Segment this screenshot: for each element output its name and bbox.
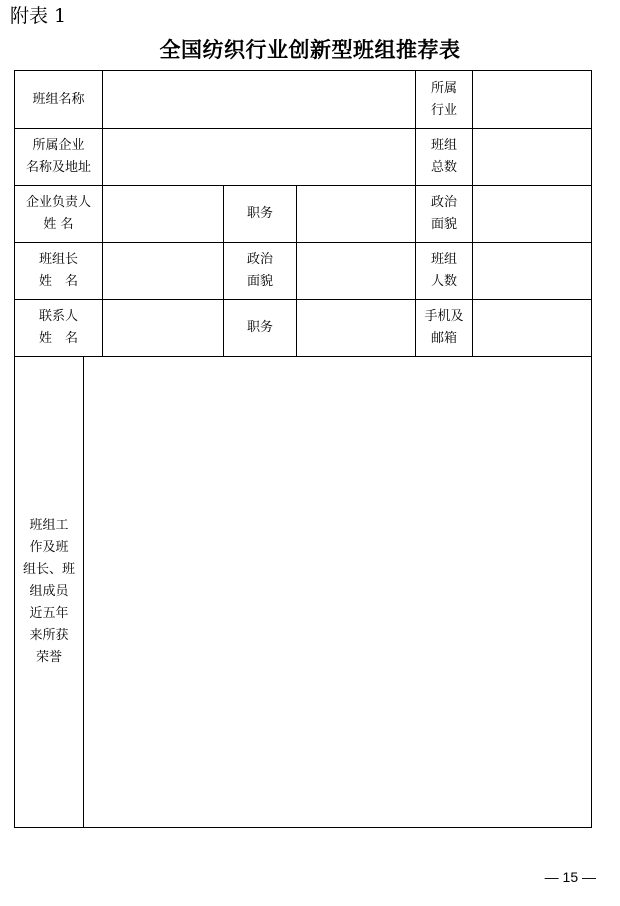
recommendation-form-table: [14, 70, 592, 828]
head-political-label: 政治 面貌: [430, 195, 457, 232]
team-leader-field[interactable]: [103, 243, 223, 299]
form-title: 全国纺织行业创新型班组推荐表: [159, 38, 461, 62]
contact-position-label: 职务: [246, 320, 273, 335]
annex-label: 附表 1: [10, 5, 67, 27]
page-number: — 15 —: [544, 869, 596, 885]
head-position-label: 职务: [246, 206, 273, 221]
team-count-field[interactable]: [473, 129, 591, 185]
head-political-field[interactable]: [473, 186, 591, 242]
contact-field[interactable]: [103, 300, 223, 356]
industry-field[interactable]: [473, 71, 591, 128]
team-name-label: 班组名称: [32, 91, 85, 107]
team-name-field[interactable]: [103, 71, 415, 128]
contact-phone-label: 手机及 邮箱: [424, 309, 464, 346]
company-field[interactable]: [103, 129, 415, 185]
company-head-field[interactable]: [103, 186, 223, 242]
honors-label: 班组工 作及班 组长、班 组成员 近五年 来所获 荣誉: [22, 518, 75, 665]
team-count-label: 班组 总数: [430, 138, 457, 175]
contact-label: 联系人 姓 名: [38, 309, 78, 346]
leader-political-field[interactable]: [297, 243, 415, 299]
team-size-label: 班组 人数: [430, 252, 457, 289]
contact-phone-field[interactable]: [473, 300, 591, 356]
leader-political-label: 政治 面貌: [246, 252, 273, 289]
contact-position-field[interactable]: [297, 300, 415, 356]
industry-label: 所属 行业: [430, 80, 457, 118]
company-head-label: 企业负责人 姓 名: [25, 195, 91, 232]
team-leader-label: 班组长 姓 名: [38, 252, 78, 289]
team-size-field[interactable]: [473, 243, 591, 299]
company-label: 所属企业 名称及地址: [25, 138, 91, 175]
honors-field[interactable]: [84, 357, 591, 827]
head-position-field[interactable]: [297, 186, 415, 242]
